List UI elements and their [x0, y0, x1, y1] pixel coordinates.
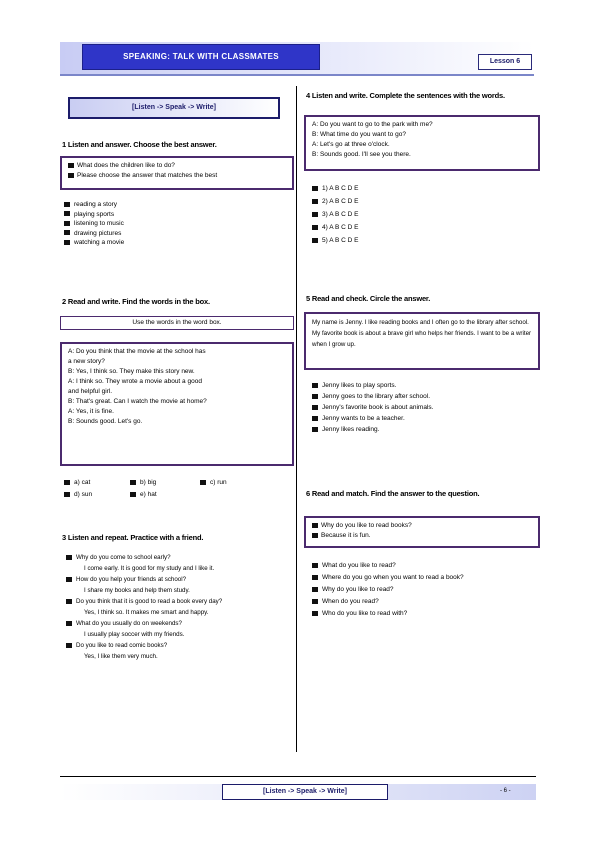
bullet-icon: [66, 555, 72, 560]
option-item[interactable]: Why do you like to read?: [312, 584, 538, 596]
dialogue-line: B: Yes, I think so. They make this story new.: [68, 368, 195, 375]
column-divider: [296, 86, 297, 752]
header-title: SPEAKING: TALK WITH CLASSMATES: [82, 44, 320, 70]
dialogue-line: and helpful girl.: [68, 388, 113, 395]
question-1-box-line: Please choose the answer that matches the best: [68, 171, 286, 181]
answer-choice[interactable]: b) big: [130, 478, 156, 488]
question-5-title: 5 Read and check. Circle the answer.: [306, 294, 431, 303]
bullet-icon: [66, 643, 72, 648]
dialogue-line: A: I think so. They wrote a movie about a good: [68, 378, 202, 385]
checkbox-icon[interactable]: [64, 221, 70, 226]
page-number: - 6 -: [500, 788, 511, 794]
grid-row[interactable]: 2) A B C D E: [312, 195, 359, 208]
question-4-title: 4 Listen and write. Complete the sentences with the words.: [306, 91, 505, 100]
bullet-icon: [312, 533, 318, 538]
option-item[interactable]: Where do you go when you want to read a book?: [312, 572, 538, 584]
bullet-icon: [66, 599, 72, 604]
question-4-box-line: A: Do you want to go to the park with me?: [312, 121, 433, 128]
bullet-icon: [66, 621, 72, 626]
unit-badge: Lesson 6: [478, 54, 532, 70]
question-1-title: 1 Listen and answer. Choose the best answer.: [62, 140, 217, 149]
dialogue-line: A: Yes, it is fine.: [68, 408, 114, 415]
question-6-box: [304, 516, 540, 548]
option-item[interactable]: Jenny likes to play sports.: [312, 380, 433, 391]
option-item[interactable]: Who do you like to read with?: [312, 608, 538, 620]
question-4-box-line: A: Let's go at three o'clock.: [312, 141, 390, 148]
option-item[interactable]: Jenny likes reading.: [312, 424, 433, 435]
question-4-box-line: B: Sounds good. I'll see you there.: [312, 151, 411, 158]
question-4-grid: [312, 182, 359, 247]
dialogue-line: B: Sounds good. Let's go.: [68, 418, 143, 425]
checkbox-icon[interactable]: [312, 212, 318, 217]
question-3-title: 3 Listen and repeat. Practice with a friend.: [62, 533, 204, 542]
question-6-box-line: Because it is fun.: [312, 531, 532, 541]
checkbox-icon[interactable]: [312, 563, 318, 568]
option-item[interactable]: reading a story: [64, 200, 124, 210]
grid-row[interactable]: 3) A B C D E: [312, 208, 359, 221]
bullet-icon: [68, 173, 74, 178]
checkbox-icon[interactable]: [312, 186, 318, 191]
checkbox-icon[interactable]: [64, 492, 70, 497]
option-item[interactable]: What do you like to read?: [312, 560, 538, 572]
checkbox-icon[interactable]: [130, 480, 136, 485]
list-item: Why do you come to school early?: [66, 552, 288, 563]
answer-choice[interactable]: d) sun: [64, 490, 92, 500]
bullet-icon: [68, 163, 74, 168]
checkbox-icon[interactable]: [312, 225, 318, 230]
checkbox-icon[interactable]: [312, 199, 318, 204]
list-item: What do you usually do on weekends?: [66, 618, 288, 629]
option-item[interactable]: drawing pictures: [64, 229, 124, 239]
answer-choice[interactable]: a) cat: [64, 478, 90, 488]
option-item[interactable]: Jenny goes to the library after school.: [312, 391, 433, 402]
checkbox-icon[interactable]: [64, 480, 70, 485]
question-1-box-line: What does the children like to do?: [68, 161, 286, 171]
checkbox-icon[interactable]: [312, 611, 318, 616]
list-item: I come early. It is good for my study and I like it.: [84, 565, 215, 572]
checkbox-icon[interactable]: [64, 211, 70, 216]
list-item: Yes, I like them very much.: [84, 653, 158, 660]
option-item[interactable]: When do you read?: [312, 596, 538, 608]
checkbox-icon[interactable]: [64, 202, 70, 207]
section-box: [Listen -> Speak -> Write]: [68, 97, 280, 119]
checkbox-icon[interactable]: [312, 383, 318, 388]
bullet-icon: [66, 577, 72, 582]
checkbox-icon[interactable]: [312, 587, 318, 592]
question-1-options: [64, 200, 124, 248]
grid-row[interactable]: 4) A B C D E: [312, 221, 359, 234]
list-item: How do you help your friends at school?: [66, 574, 288, 585]
checkbox-icon[interactable]: [312, 394, 318, 399]
checkbox-icon[interactable]: [312, 599, 318, 604]
list-item: Yes, I think so. It makes me smart and happy.: [84, 609, 209, 616]
reading-passage: My name is Jenny. I like reading books and I often go to the library after school. My favorite book is about a brave girl who helps her friends. I want to be a writer when I grow up.: [304, 312, 540, 370]
checkbox-icon[interactable]: [64, 240, 70, 245]
dialogue-line: B: That's great. Can I watch the movie at home?: [68, 398, 207, 405]
checkbox-icon[interactable]: [312, 405, 318, 410]
option-item[interactable]: Jenny's favorite book is about animals.: [312, 402, 433, 413]
question-6-box-line: Why do you like to read books?: [312, 521, 532, 531]
option-item[interactable]: Jenny wants to be a teacher.: [312, 413, 433, 424]
dialogue-line: a new story?: [68, 358, 105, 365]
option-item[interactable]: listening to music: [64, 219, 124, 229]
list-item: Do you think that it is good to read a book every day?: [66, 596, 288, 607]
option-item[interactable]: watching a movie: [64, 238, 124, 248]
footer-rule: [60, 776, 536, 777]
checkbox-icon[interactable]: [312, 238, 318, 243]
bullet-icon: [312, 523, 318, 528]
question-1-box: [60, 156, 294, 190]
dialogue-box: [60, 342, 294, 466]
answer-choice[interactable]: c) run: [200, 478, 227, 488]
question-4-box: [304, 115, 540, 171]
question-3-list: [66, 552, 288, 662]
word-box: Use the words in the word box.: [60, 316, 294, 330]
grid-row[interactable]: 1) A B C D E: [312, 182, 359, 195]
list-item: I share my books and help them study.: [84, 587, 190, 594]
question-4-box-line: B: What time do you want to go?: [312, 131, 406, 138]
question-5-options: [312, 380, 433, 435]
option-item[interactable]: playing sports: [64, 210, 124, 220]
checkbox-icon[interactable]: [130, 492, 136, 497]
dialogue-line: A: Do you think that the movie at the school has: [68, 348, 206, 355]
checkbox-icon[interactable]: [312, 416, 318, 421]
checkbox-icon[interactable]: [312, 427, 318, 432]
checkbox-icon[interactable]: [64, 230, 70, 235]
question-6-options: [312, 560, 538, 620]
checkbox-icon[interactable]: [200, 480, 206, 485]
answer-choice[interactable]: e) hat: [130, 490, 157, 500]
list-item: I usually play soccer with my friends.: [84, 631, 185, 638]
grid-row[interactable]: 5) A B C D E: [312, 234, 359, 247]
list-item: Do you like to read comic books?: [66, 640, 288, 651]
question-6-title: 6 Read and match. Find the answer to the question.: [306, 489, 480, 498]
question-2-title: 2 Read and write. Find the words in the box.: [62, 297, 210, 306]
footer-label: [Listen -> Speak -> Write]: [222, 784, 388, 800]
checkbox-icon[interactable]: [312, 575, 318, 580]
